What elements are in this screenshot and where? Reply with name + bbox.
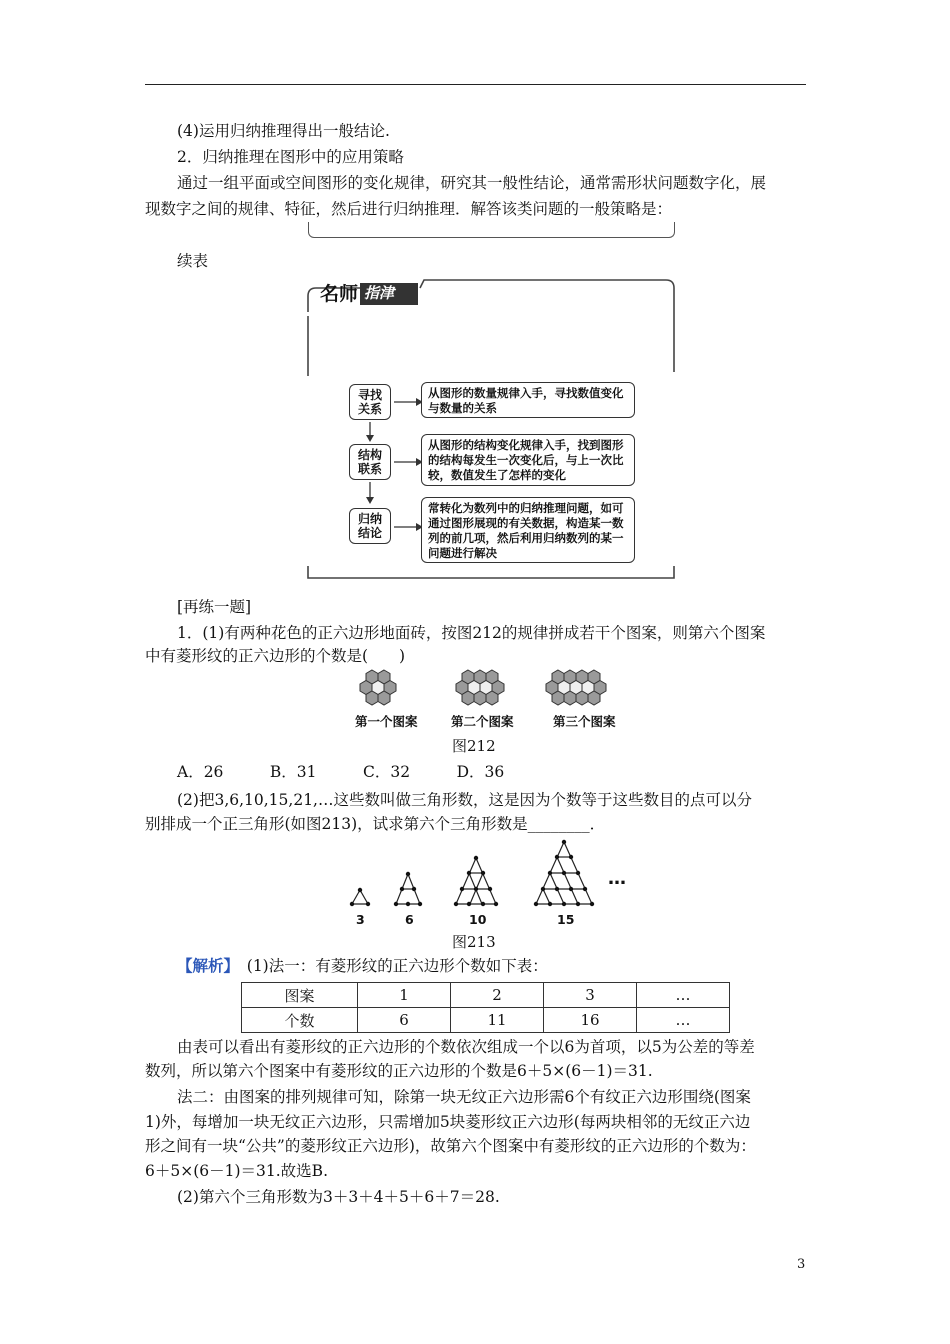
figure212-label-3: 第三个图案: [553, 714, 616, 729]
method2-line1: 法二：由图案的排列规律可知，除第一块无纹正六边形需6个有纹正六边形围绕(图案: [177, 1088, 751, 1106]
table-cell: …: [637, 983, 730, 1008]
figure213-label-6: 6: [405, 912, 414, 927]
table-row: [242, 1008, 730, 1033]
paragraph-intro-line2: 现数字之间的规律、特征，然后进行归纳推理．解答该类问题的一般策略是：: [145, 200, 673, 218]
table-cell: …: [637, 1008, 730, 1033]
table-cell: 1: [358, 983, 451, 1008]
flow-desc-3: 常转化为数列中的归纳推理问题，如可通过图形展现的有关数据，构造某一数列的前几项，然后利用归纳数列的某一问题进行解决: [421, 497, 635, 563]
table-cell: 个数: [242, 1008, 358, 1033]
paragraph-intro-line1: 通过一组平面或空间图形的变化规律，研究其一般性结论，通常需形状问题数字化，展: [177, 174, 767, 192]
solution-intro-text: (1)法一：有菱形纹的正六边形个数如下表：: [231, 957, 548, 975]
continued-table-label: 续表: [177, 252, 209, 270]
table-cell: 16: [544, 1008, 637, 1033]
solution-line2: 数列，所以第六个图案中有菱形纹的正六边形的个数是6＋5×(6－1)＝31.: [145, 1062, 653, 1080]
figure213-label-15: 15: [557, 912, 575, 927]
solution-line1: 由表可以看出有菱形纹的正六边形的个数依次组成一个以6为首项，以5为公差的等差: [177, 1038, 755, 1056]
table-cell: 图案: [242, 983, 358, 1008]
paragraph-step4: (4)运用归纳推理得出一般结论.: [177, 122, 390, 140]
flow-desc-2: 从图形的结构变化规律入手，找到图形的结构每发生一次变化后，与上一次比较，数值发生了怎样的变化: [421, 434, 635, 486]
figure213-caption: 图213: [452, 933, 496, 951]
table-cell: 11: [451, 1008, 544, 1033]
figure213-ellipsis: …: [608, 868, 626, 889]
triangular-numbers-figure: [340, 838, 640, 910]
figure213-label-3: 3: [356, 912, 365, 927]
solution-intro: [177, 955, 548, 977]
header-rule: [145, 84, 806, 85]
flow-step-find-relation: 寻找 关系: [349, 384, 391, 420]
count-table: [241, 982, 730, 1033]
table-cell: 2: [451, 983, 544, 1008]
flow-step-structure: 结构 联系: [349, 444, 391, 480]
table-row: [242, 983, 730, 1008]
method2-line3: 形之间有一块“公共”的菱形纹正六边形)，故第六个图案中有菱形纹的正六边形的个数为：: [145, 1137, 756, 1155]
figure212-label-2: 第二个图案: [451, 714, 514, 729]
method2-line2: 1)外，每增加一块无纹正六边形，只需增加5块菱形纹正六边形(每两块相邻的无纹正六边: [145, 1113, 751, 1131]
question1-line2: 中有菱形纹的正六边形的个数是( ): [145, 647, 406, 665]
question2-line2: 别排成一个正三角形(如图213)，试求第六个三角形数是________．: [145, 815, 606, 833]
question2-line1: (2)把3,6,10,15,21,…这些数叫做三角形数，这是因为个数等于这些数目的点可以分: [177, 791, 752, 809]
empty-bracket: [308, 222, 675, 238]
solution-label: 【解析】: [177, 957, 232, 975]
figure212-label-1: 第一个图案: [355, 714, 418, 729]
flow-step-conclusion: 归纳 结论: [349, 508, 391, 544]
page-number: 3: [797, 1257, 806, 1272]
hexagon-patterns-figure: [340, 668, 640, 712]
solution-part2: (2)第六个三角形数为3＋3＋4＋5＋6＋7＝28.: [177, 1188, 500, 1206]
table-cell: 6: [358, 1008, 451, 1033]
answer-choices: A．26 B．31 C．32 D．36: [177, 763, 505, 781]
banner-title: 名师: [320, 283, 359, 305]
flow-desc-1: 从图形的数量规律入手，寻找数值变化与数量的关系: [421, 382, 635, 418]
table-cell: 3: [544, 983, 637, 1008]
section-heading: 2．归纳推理在图形中的应用策略: [177, 148, 404, 166]
figure212-caption: 图212: [452, 737, 496, 755]
practice-heading: [再练一题]: [177, 598, 252, 616]
question1-line1: 1．(1)有两种花色的正六边形地面砖，按图212的规律拼成若干个图案，则第六个图案: [177, 624, 766, 642]
banner-subtitle: 指津: [364, 284, 395, 302]
figure213-label-10: 10: [469, 912, 487, 927]
method2-line4: 6＋5×(6－1)＝31.故选B.: [145, 1162, 328, 1180]
